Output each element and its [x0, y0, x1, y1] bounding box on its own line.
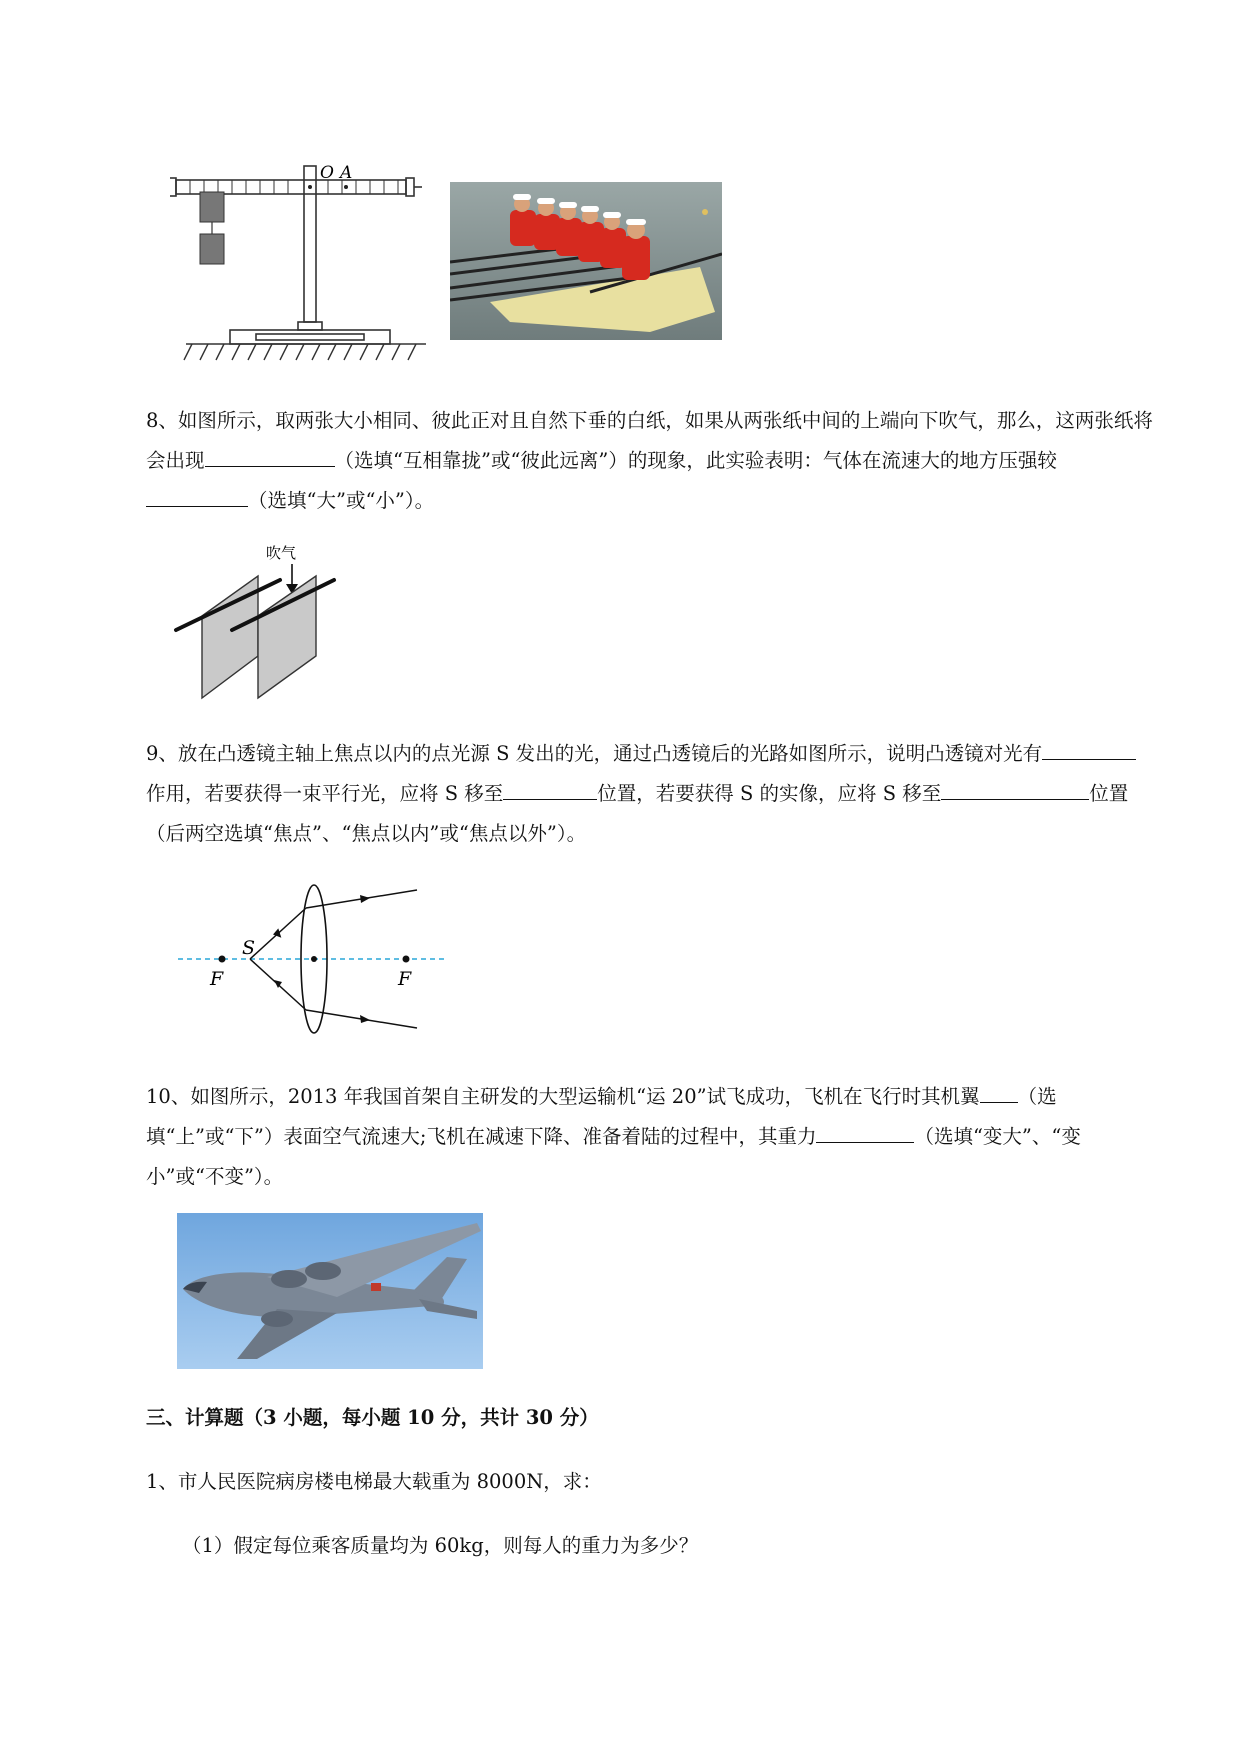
- question-10: [146, 1077, 1154, 1197]
- transport-plane-photo: [177, 1213, 483, 1369]
- q9-text-2: 作用，若要获得一束平行光，应将 S 移至: [146, 782, 504, 805]
- q9-text-3: 位置，若要获得 S 的实像，应将 S 移至: [597, 782, 942, 805]
- q8-text-2: （选填“互相靠拢”或“彼此远离”）的现象，此实验表明：气体在流速大的地方压强较: [334, 449, 1057, 472]
- lens-diagram: [174, 884, 450, 1042]
- calc-question-1-sub-1: （1）假定每位乘客质量均为 60kg，则每人的重力为多少？: [182, 1534, 699, 1557]
- q9-answer-blank-2[interactable]: [503, 777, 597, 800]
- calc-question-1-stem: 1、市人民医院病房楼电梯最大载重为 8000N，求：: [146, 1470, 602, 1493]
- q10-text-3: （选填“变大”、“变小”或“不变”）。: [146, 1125, 1081, 1188]
- q10-text-2: （选填“上”或“下”）表面空气流速大;飞机在减速下降、准备着陆的过程中，其重力: [146, 1085, 1057, 1148]
- question-9: [146, 734, 1154, 854]
- lever-label-a: A: [340, 163, 353, 183]
- q9-answer-blank-1[interactable]: [1042, 737, 1136, 760]
- q10-text-1: 10、如图所示，2013 年我国首架自主研发的大型运输机“运 20”试飞成功，飞机在飞行时其机翼: [146, 1085, 980, 1108]
- rowing-team-photo: [450, 182, 722, 340]
- lever-label-o: O: [320, 163, 334, 183]
- q9-text-4: 位置（后两空选填“焦点”、“焦点以内”或“焦点以外”）。: [146, 782, 1129, 845]
- lens-label-f-right: F: [398, 968, 412, 990]
- q8-text-1: 8、如图所示，取两张大小相同、彼此正对且自然下垂的白纸，如果从两张纸中间的上端向下吹气，那么，这两张纸将会出现: [146, 409, 1153, 472]
- q9-answer-blank-3[interactable]: [941, 777, 1089, 800]
- q9-text-1: 9、放在凸透镜主轴上焦点以内的点光源 S 发出的光，通过凸透镜后的光路如图所示，说明凸透镜对光有: [146, 742, 1043, 765]
- blow-label: 吹气: [266, 544, 297, 562]
- question-8: [146, 401, 1154, 521]
- q8-text-3: （选填“大”或“小”）。: [248, 489, 435, 512]
- section-3-heading: 三、计算题（3 小题，每小题 10 分，共计 30 分）: [146, 1406, 599, 1429]
- paper-blow-figure: [168, 538, 348, 714]
- q10-answer-blank-2[interactable]: [816, 1120, 914, 1143]
- lens-label-s: S: [242, 937, 256, 959]
- q8-answer-blank-2[interactable]: [146, 484, 248, 507]
- q10-answer-blank-1[interactable]: [980, 1080, 1018, 1103]
- lever-figure: [170, 158, 456, 368]
- lens-label-f-left: F: [210, 968, 224, 990]
- q8-answer-blank-1[interactable]: [205, 444, 335, 467]
